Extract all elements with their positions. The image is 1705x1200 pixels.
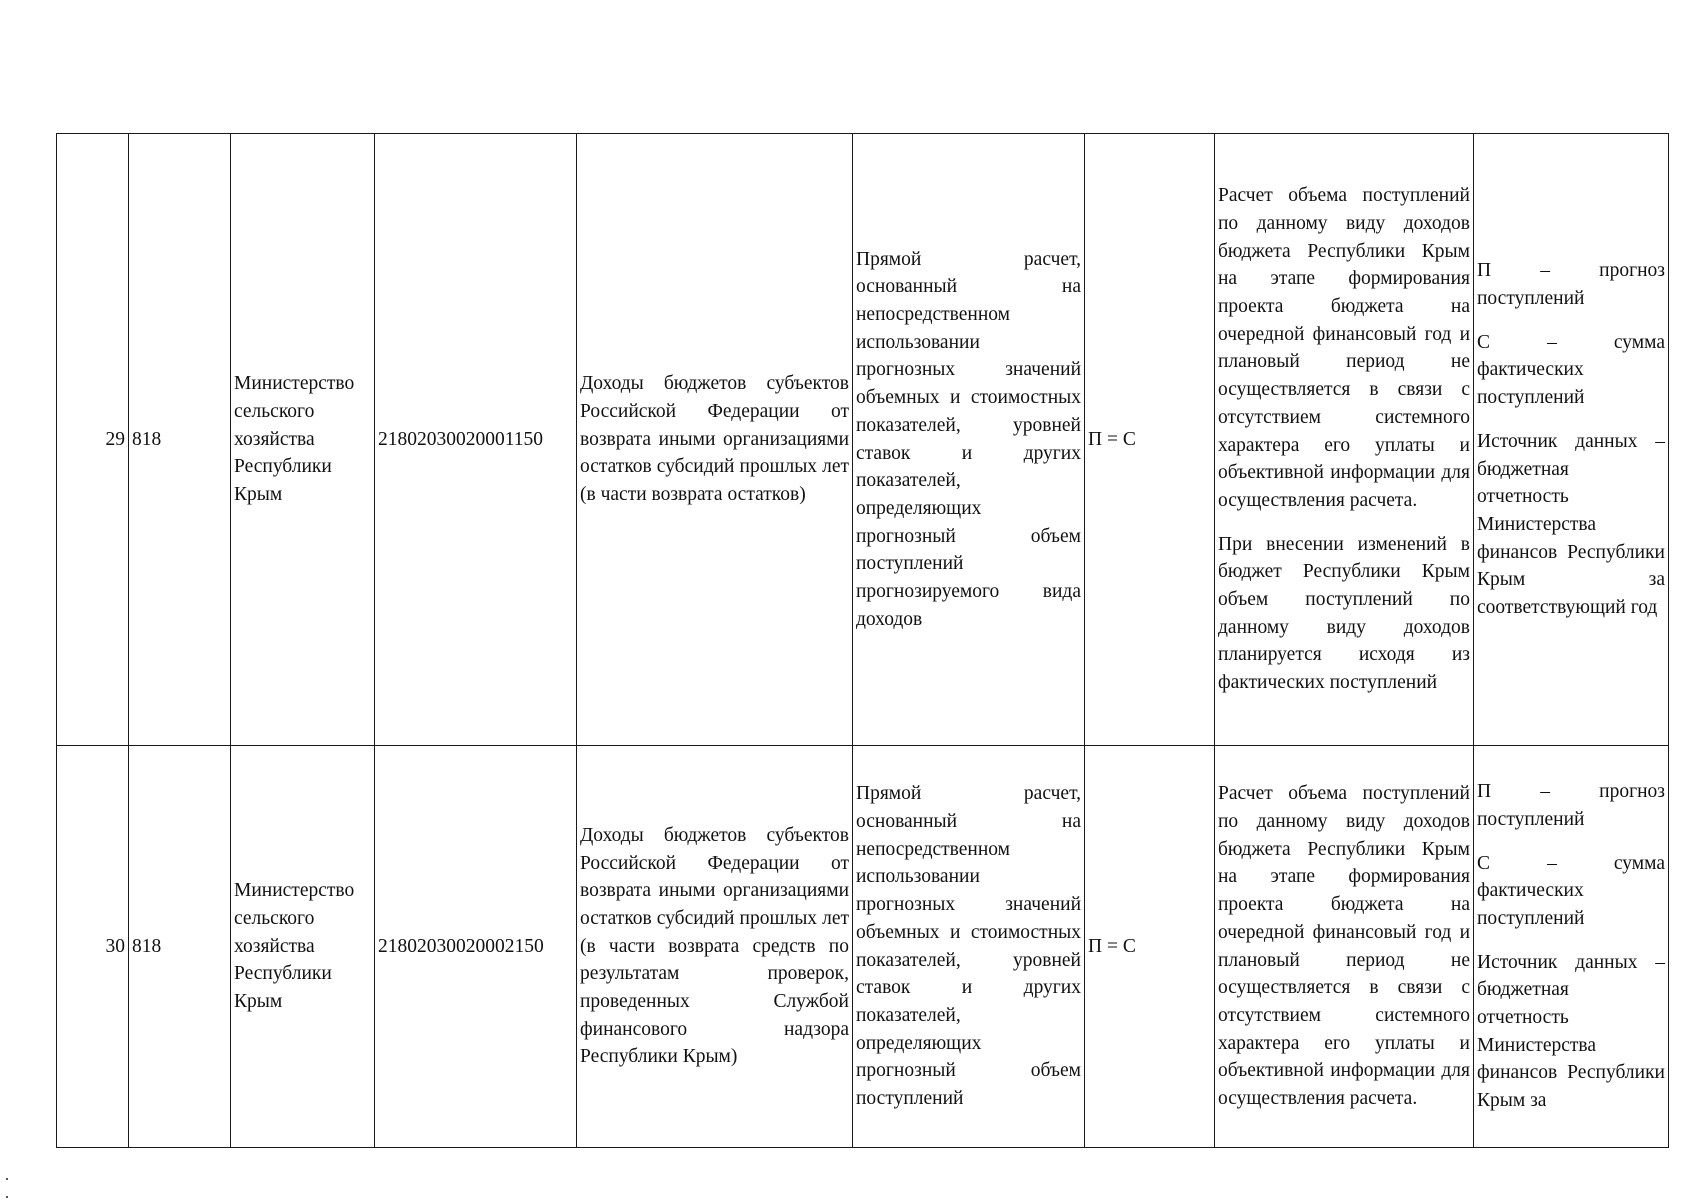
scan-speck [6, 1178, 8, 1180]
administrator-name: Министерство сельского хозяйства Республики Крым [231, 134, 375, 746]
algorithm-paragraph: Расчет объема поступлений по данному виду доходов бюджета Республики Крым на этапе формирования проекта бюджета на очередной финансовый год и плановый период не осуществляется в связи с отсутствием системного характера его уплаты и объективной информации для осуществления расчета. [1218, 185, 1470, 511]
budget-classification-code: 21802030020001150 [375, 134, 577, 746]
indicator-item: П – прогноз поступлений [1477, 260, 1665, 309]
calculation-method: Прямой расчет, основанный на непосредственном использовании прогнозных значений объемных и стоимостных показателей, уровней ставок и других показателей, определяющих прогнозный объем поступлений прогнозируемого вида доходов [853, 134, 1085, 746]
table-row [57, 746, 1669, 1148]
indicators-description [1474, 746, 1669, 1148]
admin-code: 818 [129, 134, 231, 746]
algorithm-paragraph: Расчет объема поступлений по данному виду доходов бюджета Республики Крым на этапе формирования проекта бюджета на очередной финансовый год и плановый период не осуществляется в связи с отсутствием системного характера его уплаты и объективной информации для осуществления расчета. [1218, 783, 1470, 1110]
indicator-item: С – сумма фактических поступлений [1477, 331, 1665, 409]
income-forecast-table [56, 133, 1669, 1148]
admin-code: 818 [129, 746, 231, 1148]
indicator-item: С – сумма фактических поступлений [1477, 852, 1665, 929]
administrator-name: Министерство сельского хозяйства Республики Крым [231, 746, 375, 1148]
budget-classification-code: 21802030020002150 [375, 746, 577, 1148]
algorithm-paragraph: При внесении изменений в бюджет Республики Крым объем поступлений по данному виду доходов планируется исходя из фактических поступлений [1218, 533, 1470, 694]
indicator-item: Источник данных – бюджетная отчетность Министерства финансов Республики Крым за соответствующий год [1477, 430, 1665, 619]
income-name: Доходы бюджетов субъектов Российской Федерации от возврата иными организациями остатков субсидий прошлых лет (в части возврата остатков) [577, 134, 853, 746]
row-number: 30 [57, 746, 129, 1148]
indicators-description [1474, 134, 1669, 746]
calculation-formula: П = С [1085, 134, 1215, 746]
row-number: 29 [57, 134, 129, 746]
income-name: Доходы бюджетов субъектов Российской Федерации от возврата иными организациями остатков субсидий прошлых лет (в части возврата средств по результатам проверок, проведенных Службой финансового надзора Республики Крым) [577, 746, 853, 1148]
calculation-method: Прямой расчет, основанный на непосредственном использовании прогнозных значений объемных и стоимостных показателей, уровней ставок и других показателей, определяющих прогнозный объем поступлений [853, 746, 1085, 1148]
calculation-formula: П = С [1085, 746, 1215, 1148]
table-row [57, 134, 1669, 746]
calculation-algorithm [1215, 134, 1474, 746]
scan-speck [6, 1196, 8, 1198]
indicator-item: П – прогноз поступлений [1477, 781, 1665, 830]
indicator-item: Источник данных – бюджетная отчетность Министерства финансов Республики Крым за [1477, 951, 1665, 1112]
calculation-algorithm [1215, 746, 1474, 1148]
